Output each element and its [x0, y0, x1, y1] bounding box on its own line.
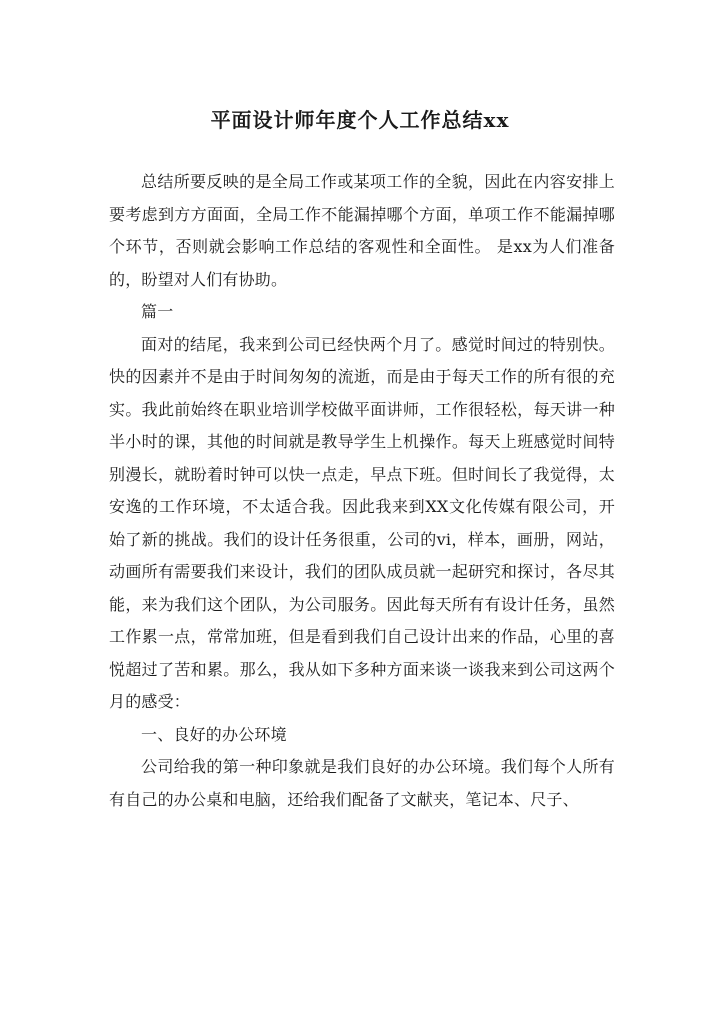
- section-heading-office-environment: 一、良好的办公环境: [141, 724, 287, 744]
- section-heading-part-one: 篇一: [141, 302, 174, 321]
- paragraph-office-environment: 公司给我的第一种印象就是我们良好的办公环境。我们每个人所有有自己的办公桌和电脑，还给我们配备了文献夹，笔记本、尺子、: [109, 757, 615, 809]
- document-title: 平面设计师年度个人工作总结xx: [210, 108, 510, 133]
- document-body: [109, 166, 615, 816]
- paragraph-intro: 总结所要反映的是全局工作或某项工作的全貌，因此在内容安排上要考虑到方方面面，全局工作不能漏掉哪个方面，单项工作不能漏掉哪个环节，否则就会影响工作总结的客观性和全面性。 是xx为人们准备的，盼望对人们有协助。: [109, 172, 615, 289]
- paragraph-main: 面对的结尾，我来到公司已经快两个月了。感觉时间过的特别快。快的因素并不是由于时间匆匆的流逝，而是由于每天工作的所有很的充实。我此前始终在职业培训学校做平面讲师，工作很轻松，每天讲一种半小时的课，其他的时间就是教导学生上机操作。每天上班感觉时间特别漫长，就盼着时钟可以快一点走，早点下班。但时间长了我觉得，太安逸的工作环境，不太适合我。因此我来到XX文化传媒有限公司，开始了新的挑战。我们的设计任务很重，公司的vi，样本，画册，网站，动画所有需要我们来设计，我们的团队成员就一起研究和探讨，各尽其能，来为我们这个团队，为公司服务。因此每天所有有设计任务，虽然工作累一点，常常加班，但是看到我们自己设计出来的作品，心里的喜悦超过了苦和累。那么，我从如下多种方面来谈一谈我来到公司这两个月的感受：: [109, 334, 615, 711]
